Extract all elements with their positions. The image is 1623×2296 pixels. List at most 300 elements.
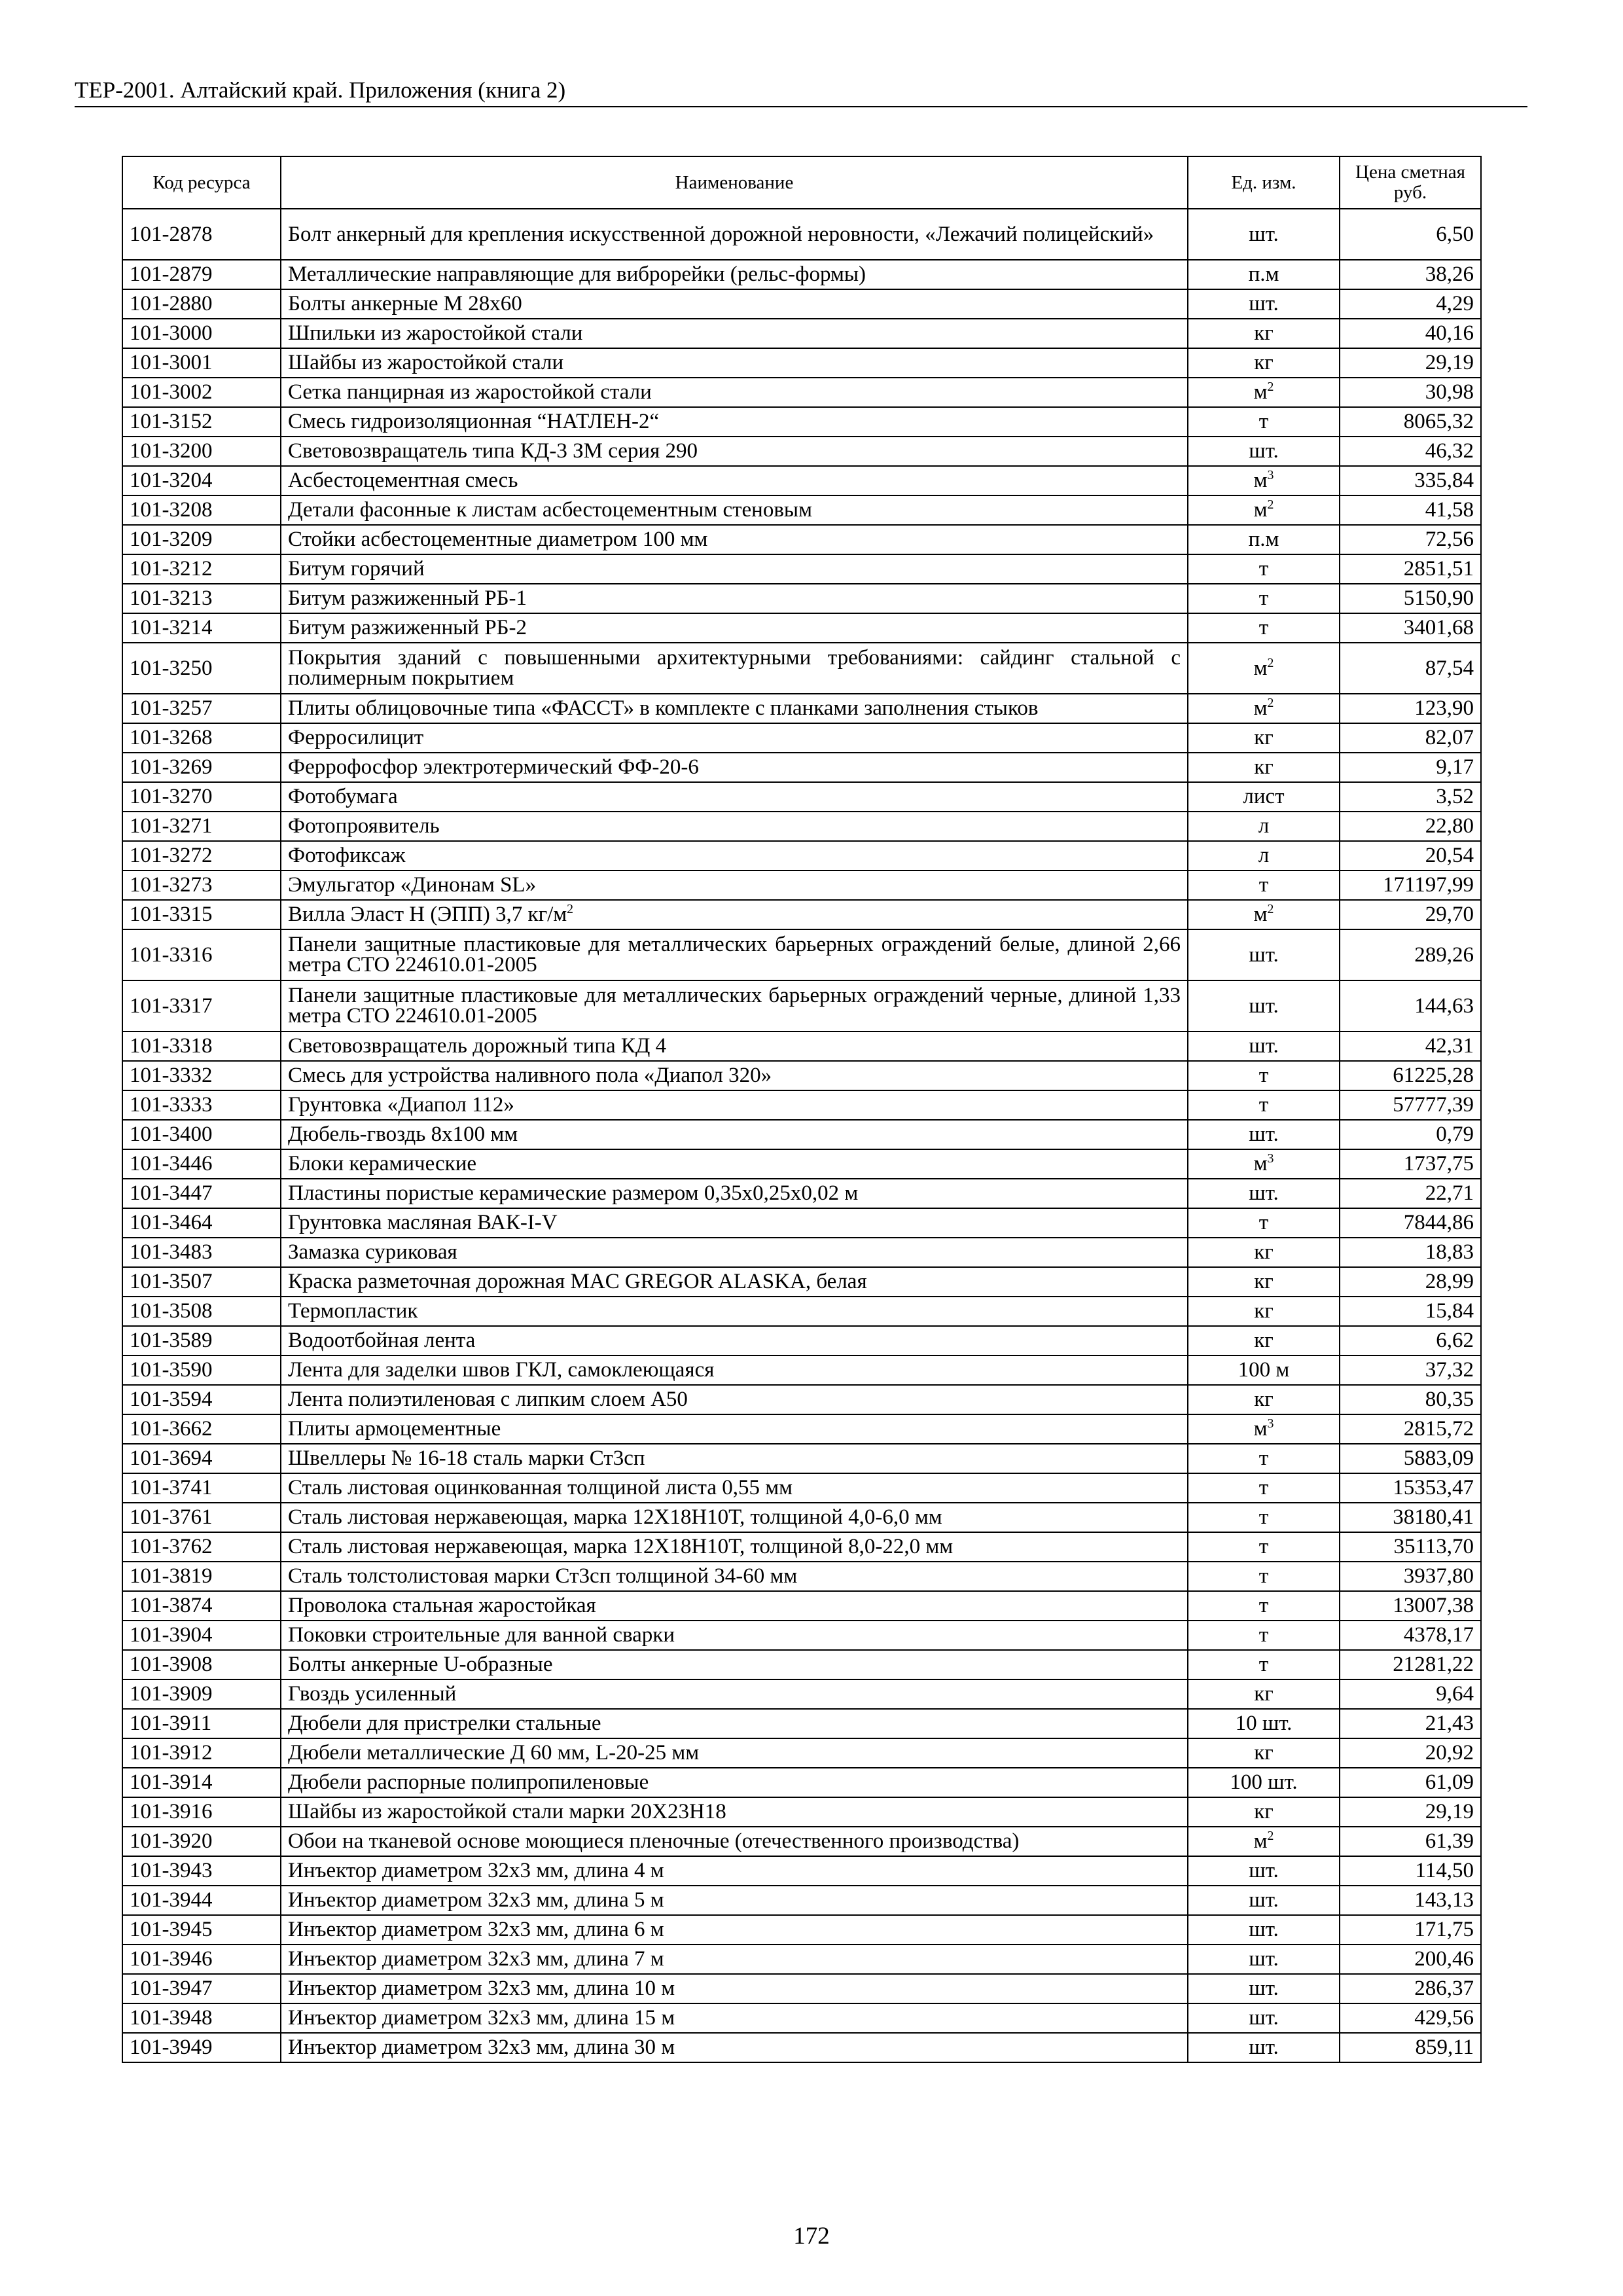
resource-code-cell-text: 101-2879 — [130, 262, 213, 286]
table-row — [122, 1120, 1481, 1149]
price-cell-text: 3,52 — [1436, 785, 1474, 808]
unit-cell — [1188, 643, 1340, 694]
resource-code-cell-text: 101-3002 — [130, 380, 213, 404]
price-cell-text: 41,58 — [1425, 498, 1474, 522]
unit-cell-text: т — [1258, 1535, 1269, 1558]
unit-cell-text: т — [1258, 586, 1269, 610]
unit-cell-text: кг — [1254, 1299, 1274, 1323]
price-cell — [1340, 929, 1481, 980]
page-header — [75, 77, 1527, 107]
unit-cell — [1188, 929, 1340, 980]
resource-name-cell-text: Болты анкерные М 28х60 — [288, 292, 522, 315]
unit-cell-text: м — [1253, 903, 1268, 926]
price-cell-text: 8065,32 — [1403, 410, 1474, 433]
unit-cell — [1188, 1149, 1340, 1179]
resource-name-cell-text: Лента для заделки швов ГКЛ, самоклеющаяся — [288, 1358, 715, 1382]
resource-name-cell-text: Фотофиксаж — [288, 844, 406, 867]
resource-name-cell — [281, 1326, 1188, 1355]
resource-code-cell-text: 101-3949 — [130, 2036, 213, 2059]
table-row — [122, 900, 1481, 929]
price-cell-text: 4378,17 — [1403, 1623, 1474, 1647]
resource-code-cell-text: 101-3152 — [130, 410, 213, 433]
price-cell-text: 6,50 — [1436, 222, 1474, 246]
table-row — [122, 1414, 1481, 1444]
resource-name-cell — [281, 613, 1188, 643]
resource-code-cell — [122, 1031, 281, 1061]
table-row — [122, 1149, 1481, 1179]
resource-name-cell — [281, 319, 1188, 348]
resource-code-cell-text: 101-3447 — [130, 1181, 213, 1205]
unit-cell-text: п.м — [1248, 528, 1279, 551]
table-row — [122, 1297, 1481, 1326]
table-row — [122, 1326, 1481, 1355]
resource-code-cell — [122, 407, 281, 437]
resource-code-cell — [122, 900, 281, 929]
price-cell — [1340, 782, 1481, 812]
table-row — [122, 1945, 1481, 1974]
unit-cell — [1188, 289, 1340, 319]
resource-name-cell-text: Пластины пористые керамические размером 0,35х0,25х0,02 м — [288, 1181, 859, 1205]
resource-code-cell-text: 101-3208 — [130, 498, 213, 522]
unit-cell-text: л — [1258, 814, 1270, 838]
price-cell-text: 22,71 — [1425, 1181, 1474, 1205]
resource-code-cell — [122, 2003, 281, 2033]
resource-name-cell — [281, 1414, 1188, 1444]
price-cell-text: 15,84 — [1425, 1299, 1474, 1323]
price-cell — [1340, 1090, 1481, 1120]
price-cell — [1340, 643, 1481, 694]
resource-code-cell — [122, 1591, 281, 1621]
price-cell — [1340, 1061, 1481, 1090]
resource-name-cell — [281, 929, 1188, 980]
unit-cell — [1188, 870, 1340, 900]
resource-name-cell — [281, 1974, 1188, 2003]
price-cell — [1340, 495, 1481, 525]
price-cell — [1340, 1945, 1481, 1974]
superscript: 2 — [1267, 655, 1274, 670]
table-row — [122, 437, 1481, 466]
table-row — [122, 1532, 1481, 1562]
price-cell — [1340, 1503, 1481, 1532]
superscript: 3 — [1267, 1151, 1274, 1166]
resource-code-cell — [122, 841, 281, 870]
unit-cell-text: т — [1258, 1211, 1269, 1234]
table-row — [122, 1797, 1481, 1827]
table-row — [122, 1267, 1481, 1297]
price-cell-text: 72,56 — [1425, 528, 1474, 551]
resource-name-cell — [281, 2033, 1188, 2062]
resource-name-cell-text: Детали фасонные к листам асбестоцементным стеновым — [288, 498, 812, 522]
resource-code-cell — [122, 1945, 281, 1974]
resource-code-cell — [122, 1856, 281, 1886]
price-cell — [1340, 1326, 1481, 1355]
price-cell — [1340, 525, 1481, 554]
unit-cell-text: т — [1258, 1623, 1269, 1647]
price-cell-text: 143,13 — [1414, 1888, 1474, 1912]
resource-code-cell — [122, 1768, 281, 1797]
resource-name-cell — [281, 554, 1188, 584]
resource-code-cell — [122, 554, 281, 584]
unit-cell — [1188, 1208, 1340, 1238]
table-row — [122, 694, 1481, 723]
resource-name-cell-text: Замазка суриковая — [288, 1240, 457, 1264]
resource-name-cell — [281, 1856, 1188, 1886]
price-cell — [1340, 1120, 1481, 1149]
price-cell — [1340, 1473, 1481, 1503]
price-cell — [1340, 584, 1481, 613]
resource-code-cell — [122, 870, 281, 900]
resource-name-cell-text: Шайбы из жаростойкой стали — [288, 351, 564, 374]
unit-cell — [1188, 1503, 1340, 1532]
resource-name-cell — [281, 525, 1188, 554]
resource-name-cell-text: Дюбели распорные полипропиленовые — [288, 1770, 649, 1794]
unit-cell — [1188, 694, 1340, 723]
price-cell — [1340, 753, 1481, 782]
table-row — [122, 1385, 1481, 1414]
resource-code-cell — [122, 980, 281, 1031]
price-cell — [1340, 378, 1481, 407]
resource-name-cell-text: Шайбы из жаростойкой стали марки 20Х23Н18 — [288, 1800, 726, 1823]
price-cell — [1340, 1591, 1481, 1621]
resource-code-cell — [122, 1385, 281, 1414]
table-row — [122, 1915, 1481, 1945]
resource-code-cell-text: 101-3269 — [130, 755, 213, 779]
unit-cell — [1188, 1797, 1340, 1827]
price-cell-text: 2851,51 — [1403, 557, 1474, 581]
price-cell — [1340, 348, 1481, 378]
resource-name-cell — [281, 1179, 1188, 1208]
resource-code-cell — [122, 1326, 281, 1355]
resource-name-cell — [281, 1827, 1188, 1856]
resource-code-cell — [122, 260, 281, 289]
unit-cell — [1188, 525, 1340, 554]
unit-cell — [1188, 407, 1340, 437]
resource-name-cell — [281, 1031, 1188, 1061]
unit-cell-text: шт. — [1249, 1918, 1279, 1941]
price-cell — [1340, 319, 1481, 348]
price-cell-text: 1737,75 — [1403, 1152, 1474, 1175]
price-cell — [1340, 1238, 1481, 1267]
unit-cell-text: 100 шт. — [1230, 1770, 1298, 1794]
resource-name-cell-text: Ферросилицит — [288, 726, 424, 749]
resource-name-cell-text: Грунтовка «Диапол 112» — [288, 1093, 514, 1117]
unit-cell — [1188, 1179, 1340, 1208]
unit-cell-text: шт. — [1249, 439, 1279, 463]
table-row — [122, 1768, 1481, 1797]
unit-cell — [1188, 466, 1340, 495]
unit-cell-text: т — [1258, 873, 1269, 897]
resource-name-cell-text: Лента полиэтиленовая с липким слоем А50 — [288, 1388, 688, 1411]
resource-code-cell-text: 101-3911 — [130, 1712, 212, 1735]
resource-code-cell — [122, 437, 281, 466]
resource-name-cell-text: Шпильки из жаростойкой стали — [288, 321, 583, 345]
resource-code-cell-text: 101-3508 — [130, 1299, 213, 1323]
unit-cell-text: м — [1253, 498, 1268, 522]
table-row — [122, 1444, 1481, 1473]
table-row — [122, 1090, 1481, 1120]
price-cell-text: 7844,86 — [1403, 1211, 1474, 1234]
unit-cell-text: кг — [1254, 755, 1274, 779]
unit-cell-text: т — [1258, 1505, 1269, 1529]
resource-code-cell-text: 101-3594 — [130, 1388, 213, 1411]
price-cell-text: 2815,72 — [1403, 1417, 1474, 1441]
price-cell-text: 171197,99 — [1382, 873, 1474, 897]
resource-name-cell-text: Дюбель-гвоздь 8х100 мм — [288, 1122, 518, 1146]
resource-code-cell — [122, 1061, 281, 1090]
resource-name-cell-text: Инъектор диаметром 32х3 мм, длина 4 м — [288, 1859, 664, 1882]
resource-name-cell-text: Стойки асбестоцементные диаметром 100 мм — [288, 528, 708, 551]
price-cell — [1340, 1974, 1481, 2003]
price-cell-text: 859,11 — [1415, 2036, 1474, 2059]
resource-code-cell-text: 101-2880 — [130, 292, 213, 315]
table-row — [122, 1738, 1481, 1768]
unit-cell — [1188, 1856, 1340, 1886]
resource-name-cell — [281, 1650, 1188, 1679]
resource-code-cell — [122, 1503, 281, 1532]
resource-code-cell — [122, 289, 281, 319]
resource-name-cell — [281, 1297, 1188, 1326]
resource-name-cell — [281, 1562, 1188, 1591]
resource-code-cell — [122, 1267, 281, 1297]
unit-cell-text: шт. — [1249, 1034, 1279, 1058]
resource-name-cell-text: Инъектор диаметром 32х3 мм, длина 5 м — [288, 1888, 664, 1912]
table-header-row — [122, 156, 1481, 209]
price-cell — [1340, 1738, 1481, 1768]
price-cell-text: 200,46 — [1414, 1947, 1474, 1971]
unit-cell — [1188, 1827, 1340, 1856]
resource-code-cell-text: 101-3741 — [130, 1476, 213, 1499]
resource-code-cell-text: 101-3257 — [130, 696, 213, 720]
table-row — [122, 407, 1481, 437]
resource-name-cell-text: Дюбели для пристрелки стальные — [288, 1712, 601, 1735]
resource-name-cell-text: Битум горячий — [288, 557, 425, 581]
resource-name-cell — [281, 209, 1188, 260]
resource-name-cell-text: Сталь листовая оцинкованная толщиной листа 0,55 мм — [288, 1476, 793, 1499]
resource-code-cell — [122, 1827, 281, 1856]
superscript: 2 — [1267, 1829, 1274, 1843]
resource-code-cell-text: 101-3943 — [130, 1859, 213, 1882]
resource-name-cell-text: Битум разжиженный РБ-1 — [288, 586, 527, 610]
resource-name-cell-text: Болты анкерные U-образные — [288, 1653, 553, 1676]
resource-code-cell — [122, 1208, 281, 1238]
table-body — [122, 209, 1481, 2062]
unit-cell-text: т — [1258, 1564, 1269, 1588]
unit-cell — [1188, 1326, 1340, 1355]
unit-cell-text: т — [1258, 616, 1269, 639]
column-header-code: Код ресурса — [122, 156, 281, 209]
price-cell-text: 114,50 — [1415, 1859, 1474, 1882]
resource-code-cell — [122, 1532, 281, 1562]
price-cell — [1340, 812, 1481, 841]
resource-name-cell — [281, 1267, 1188, 1297]
resource-name-cell — [281, 348, 1188, 378]
resource-code-cell-text: 101-3908 — [130, 1653, 213, 1676]
resource-name-cell — [281, 841, 1188, 870]
resource-name-cell-text: Инъектор диаметром 32х3 мм, длина 10 м — [288, 1977, 675, 2000]
resource-name-cell — [281, 812, 1188, 841]
table-row — [122, 782, 1481, 812]
unit-cell — [1188, 1267, 1340, 1297]
unit-cell — [1188, 1591, 1340, 1621]
resource-code-cell-text: 101-2878 — [130, 222, 213, 246]
resource-code-cell — [122, 753, 281, 782]
table-row — [122, 1208, 1481, 1238]
price-cell — [1340, 1797, 1481, 1827]
resource-code-cell-text: 101-3333 — [130, 1093, 213, 1117]
resource-code-cell-text: 101-3694 — [130, 1446, 213, 1470]
price-cell — [1340, 1267, 1481, 1297]
resource-code-cell-text: 101-3270 — [130, 785, 213, 808]
resource-name-cell — [281, 2003, 1188, 2033]
unit-cell — [1188, 1238, 1340, 1267]
table-row — [122, 1650, 1481, 1679]
resource-name-cell — [281, 980, 1188, 1031]
resource-code-cell-text: 101-3250 — [130, 656, 213, 680]
unit-cell — [1188, 1709, 1340, 1738]
resource-code-cell-text: 101-3209 — [130, 528, 213, 551]
price-cell-text: 22,80 — [1425, 814, 1474, 838]
price-cell-text: 46,32 — [1425, 439, 1474, 463]
unit-cell-text: кг — [1254, 1682, 1274, 1706]
price-cell-text: 82,07 — [1425, 726, 1474, 749]
table-row — [122, 289, 1481, 319]
resource-code-cell — [122, 209, 281, 260]
resource-code-cell — [122, 1473, 281, 1503]
table-row — [122, 1473, 1481, 1503]
price-cell-text: 144,63 — [1414, 994, 1474, 1018]
table-row — [122, 378, 1481, 407]
resource-code-cell — [122, 1120, 281, 1149]
resource-code-cell-text: 101-3946 — [130, 1947, 213, 1971]
price-cell — [1340, 1562, 1481, 1591]
table-row — [122, 1886, 1481, 1915]
unit-cell — [1188, 437, 1340, 466]
resource-code-cell — [122, 1090, 281, 1120]
price-cell — [1340, 1208, 1481, 1238]
resource-code-cell — [122, 1679, 281, 1709]
unit-cell — [1188, 1473, 1340, 1503]
resource-name-cell — [281, 1679, 1188, 1709]
price-cell-text: 3401,68 — [1403, 616, 1474, 639]
resource-code-cell — [122, 348, 281, 378]
resource-code-cell — [122, 782, 281, 812]
price-cell — [1340, 1297, 1481, 1326]
table-row — [122, 209, 1481, 260]
unit-cell-text: м — [1253, 469, 1268, 492]
price-cell-text: 42,31 — [1425, 1034, 1474, 1058]
resource-code-cell — [122, 1709, 281, 1738]
unit-cell — [1188, 613, 1340, 643]
price-cell-text: 123,90 — [1414, 696, 1474, 720]
unit-cell — [1188, 753, 1340, 782]
resource-code-cell-text: 101-3213 — [130, 586, 213, 610]
unit-cell — [1188, 378, 1340, 407]
table-row — [122, 1179, 1481, 1208]
resource-name-cell — [281, 1090, 1188, 1120]
resource-name-cell — [281, 753, 1188, 782]
price-cell-text: 171,75 — [1414, 1918, 1474, 1941]
unit-cell — [1188, 1562, 1340, 1591]
unit-cell-text: м — [1253, 1417, 1268, 1441]
page-footer — [0, 2222, 1623, 2250]
price-cell — [1340, 1621, 1481, 1650]
price-cell-text: 57777,39 — [1393, 1093, 1474, 1117]
unit-cell-text: кг — [1254, 351, 1274, 374]
resource-name-cell — [281, 1915, 1188, 1945]
resource-name-cell — [281, 584, 1188, 613]
unit-cell — [1188, 584, 1340, 613]
unit-cell-text: кг — [1254, 321, 1274, 345]
table-row — [122, 584, 1481, 613]
resource-code-cell — [122, 1238, 281, 1267]
superscript: 2 — [567, 902, 574, 916]
price-cell — [1340, 1650, 1481, 1679]
price-cell-text: 5150,90 — [1403, 586, 1474, 610]
resource-name-cell-text: Смесь для устройства наливного пола «Диапол 320» — [288, 1064, 772, 1087]
resource-name-cell — [281, 1120, 1188, 1149]
unit-cell-text: лист — [1243, 785, 1285, 808]
price-cell — [1340, 1886, 1481, 1915]
price-cell — [1340, 870, 1481, 900]
unit-cell — [1188, 812, 1340, 841]
table-row — [122, 980, 1481, 1031]
resource-code-cell-text: 101-3273 — [130, 873, 213, 897]
unit-cell-text: кг — [1254, 1329, 1274, 1352]
price-cell — [1340, 1355, 1481, 1385]
price-cell — [1340, 260, 1481, 289]
price-cell-text: 61,09 — [1425, 1770, 1474, 1794]
unit-cell — [1188, 2033, 1340, 2062]
resource-name-cell — [281, 1621, 1188, 1650]
unit-cell — [1188, 1385, 1340, 1414]
price-cell — [1340, 437, 1481, 466]
unit-cell — [1188, 900, 1340, 929]
price-cell — [1340, 1827, 1481, 1856]
price-cell — [1340, 1031, 1481, 1061]
price-cell — [1340, 1856, 1481, 1886]
resource-code-cell-text: 101-3001 — [130, 351, 213, 374]
unit-cell-text: м — [1253, 1829, 1268, 1853]
price-cell-text: 9,17 — [1436, 755, 1474, 779]
unit-cell-text: кг — [1254, 1800, 1274, 1823]
table-row — [122, 319, 1481, 348]
resource-name-cell — [281, 782, 1188, 812]
unit-cell-text: кг — [1254, 1741, 1274, 1765]
superscript: 2 — [1267, 380, 1274, 394]
resource-code-cell — [122, 1444, 281, 1473]
price-cell-text: 9,64 — [1436, 1682, 1474, 1706]
resource-name-cell-text: Водоотбойная лента — [288, 1329, 476, 1352]
price-cell-text: 80,35 — [1425, 1388, 1474, 1411]
unit-cell-text: шт. — [1249, 994, 1279, 1018]
resource-name-cell-text: Обои на тканевой основе моющиеся пленочные (отечественного производства) — [288, 1829, 1020, 1853]
resource-name-cell — [281, 1532, 1188, 1562]
resource-code-cell — [122, 1797, 281, 1827]
resource-name-cell — [281, 1444, 1188, 1473]
resource-name-cell-text: Краска разметочная дорожная MAC GREGOR ALASKA, белая — [288, 1270, 867, 1293]
price-cell-text: 35113,70 — [1393, 1535, 1474, 1558]
unit-cell — [1188, 1444, 1340, 1473]
price-cell-text: 15353,47 — [1393, 1476, 1474, 1499]
price-cell — [1340, 900, 1481, 929]
table-row — [122, 1503, 1481, 1532]
unit-cell — [1188, 1768, 1340, 1797]
resource-name-cell — [281, 495, 1188, 525]
price-cell — [1340, 613, 1481, 643]
resource-name-cell — [281, 437, 1188, 466]
resource-name-cell — [281, 1797, 1188, 1827]
superscript: 2 — [1267, 497, 1274, 512]
